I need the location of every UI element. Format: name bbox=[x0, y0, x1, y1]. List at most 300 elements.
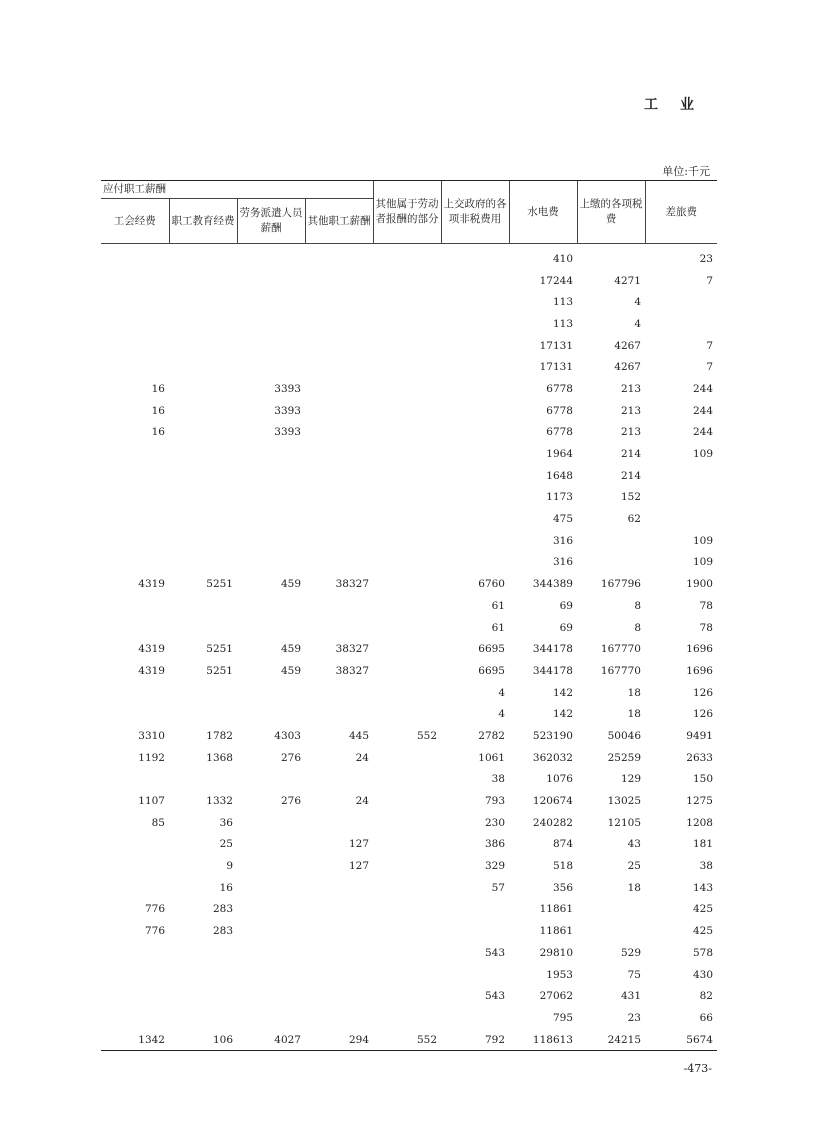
table-cell bbox=[237, 443, 305, 465]
table-cell: 795 bbox=[552, 1011, 573, 1024]
table-cell bbox=[169, 400, 237, 422]
table-cell: 16 bbox=[219, 881, 233, 894]
table-cell: 344178 bbox=[532, 664, 573, 677]
table-row bbox=[101, 790, 717, 812]
table-cell: 4319 bbox=[138, 664, 165, 677]
table-cell bbox=[237, 244, 305, 270]
table-cell: 1696 bbox=[686, 664, 713, 677]
table-cell: 69 bbox=[559, 599, 573, 612]
table-cell bbox=[101, 942, 169, 964]
table-cell: 16 bbox=[151, 382, 165, 395]
table-cell bbox=[305, 443, 373, 465]
table-cell: 75 bbox=[627, 968, 641, 981]
col-header-2: 职工教育经费 bbox=[169, 199, 237, 244]
table-cell: 109 bbox=[692, 534, 713, 547]
table-cell bbox=[169, 422, 237, 444]
group-header-payroll: 应付职工薪酬 bbox=[101, 181, 373, 199]
table-row bbox=[101, 899, 717, 921]
table-cell bbox=[237, 465, 305, 487]
table-cell: 2782 bbox=[478, 729, 505, 742]
table-cell: 1953 bbox=[546, 968, 573, 981]
table-cell: 3393 bbox=[274, 382, 301, 395]
table-cell bbox=[237, 335, 305, 357]
table-cell bbox=[237, 703, 305, 725]
table-row bbox=[101, 422, 717, 444]
table-cell: 167796 bbox=[600, 578, 641, 591]
table-row bbox=[101, 855, 717, 877]
table-cell bbox=[101, 508, 169, 530]
table-cell bbox=[101, 465, 169, 487]
table-cell: 244 bbox=[692, 404, 713, 417]
table-cell: 109 bbox=[692, 556, 713, 569]
table-cell bbox=[305, 530, 373, 552]
table-cell: 11861 bbox=[539, 903, 573, 916]
table-cell: 143 bbox=[692, 881, 713, 894]
table-cell: 17244 bbox=[539, 274, 573, 287]
table-cell bbox=[373, 617, 441, 639]
table-cell: 283 bbox=[212, 903, 233, 916]
table-cell: 13025 bbox=[607, 795, 641, 808]
table-cell: 543 bbox=[484, 946, 505, 959]
table-row bbox=[101, 964, 717, 986]
table-cell: 18 bbox=[627, 708, 641, 721]
table-cell: 1061 bbox=[478, 751, 505, 764]
table-cell bbox=[305, 703, 373, 725]
table-cell bbox=[373, 443, 441, 465]
table-cell bbox=[305, 769, 373, 791]
table-cell bbox=[169, 703, 237, 725]
table-cell: 126 bbox=[692, 686, 713, 699]
table-cell bbox=[305, 335, 373, 357]
table-cell bbox=[373, 508, 441, 530]
table-cell bbox=[305, 877, 373, 899]
table-row bbox=[101, 313, 717, 335]
table-row bbox=[101, 834, 717, 856]
table-cell bbox=[237, 964, 305, 986]
table-cell: 38327 bbox=[335, 664, 369, 677]
table-cell: 25 bbox=[219, 838, 233, 851]
table-cell: 6760 bbox=[478, 578, 505, 591]
table-cell: 552 bbox=[416, 729, 437, 742]
table-cell bbox=[441, 422, 509, 444]
table-cell bbox=[305, 1007, 373, 1029]
table-cell: 9491 bbox=[686, 729, 713, 742]
table-cell: 4267 bbox=[614, 339, 641, 352]
table-cell bbox=[373, 335, 441, 357]
table-cell: 475 bbox=[552, 513, 573, 526]
table-cell bbox=[441, 313, 509, 335]
table-cell bbox=[305, 422, 373, 444]
table-row bbox=[101, 400, 717, 422]
table-cell: 78 bbox=[699, 621, 713, 634]
table-cell bbox=[237, 899, 305, 921]
table-row bbox=[101, 573, 717, 595]
table-cell: 4271 bbox=[614, 274, 641, 287]
table-cell bbox=[577, 552, 645, 574]
col-header-3: 劳务派遣人员薪酬 bbox=[237, 199, 305, 244]
table-row bbox=[101, 291, 717, 313]
table-cell bbox=[441, 335, 509, 357]
data-table-container bbox=[101, 180, 717, 1051]
table-cell: 1107 bbox=[138, 795, 165, 808]
table-cell: 6778 bbox=[546, 426, 573, 439]
col-header-5: 其他属于劳动者报酬的部分 bbox=[373, 181, 441, 244]
table-cell bbox=[101, 270, 169, 292]
table-cell: 24 bbox=[355, 751, 369, 764]
table-cell: 78 bbox=[699, 599, 713, 612]
table-cell: 240282 bbox=[532, 816, 573, 829]
table-cell bbox=[373, 747, 441, 769]
table-cell bbox=[305, 595, 373, 617]
table-cell bbox=[305, 378, 373, 400]
table-cell bbox=[101, 855, 169, 877]
table-cell bbox=[373, 595, 441, 617]
table-cell: 106 bbox=[169, 1029, 237, 1051]
table-cell: 316 bbox=[552, 534, 573, 547]
table-cell: 518 bbox=[552, 860, 573, 873]
table-cell bbox=[169, 595, 237, 617]
table-cell: 18 bbox=[627, 686, 641, 699]
table-cell bbox=[101, 682, 169, 704]
table-cell: 425 bbox=[692, 903, 713, 916]
table-row bbox=[101, 595, 717, 617]
table-body bbox=[101, 244, 717, 1051]
table-cell bbox=[645, 465, 717, 487]
table-cell bbox=[305, 920, 373, 942]
table-cell bbox=[169, 552, 237, 574]
table-cell bbox=[441, 964, 509, 986]
table-cell: 3310 bbox=[138, 729, 165, 742]
table-cell: 109 bbox=[692, 448, 713, 461]
table-cell bbox=[305, 812, 373, 834]
table-cell: 776 bbox=[144, 903, 165, 916]
table-row bbox=[101, 942, 717, 964]
table-cell bbox=[101, 244, 169, 270]
table-cell: 552 bbox=[373, 1029, 441, 1051]
table-cell bbox=[305, 682, 373, 704]
table-row bbox=[101, 244, 717, 270]
table-cell: 213 bbox=[620, 426, 641, 439]
table-row bbox=[101, 703, 717, 725]
table-cell bbox=[373, 660, 441, 682]
table-cell bbox=[305, 617, 373, 639]
table-cell: 23 bbox=[627, 1011, 641, 1024]
table-cell: 12105 bbox=[607, 816, 641, 829]
table-cell: 344178 bbox=[532, 643, 573, 656]
table-cell: 25259 bbox=[607, 751, 641, 764]
table-cell: 38 bbox=[491, 773, 505, 786]
table-cell bbox=[373, 790, 441, 812]
table-cell bbox=[101, 834, 169, 856]
table-cell bbox=[305, 356, 373, 378]
table-cell bbox=[373, 985, 441, 1007]
table-cell bbox=[441, 443, 509, 465]
table-cell bbox=[101, 985, 169, 1007]
table-cell: 61 bbox=[491, 621, 505, 634]
table-cell: 85 bbox=[151, 816, 165, 829]
table-cell bbox=[305, 899, 373, 921]
table-cell: 113 bbox=[552, 317, 573, 330]
table-cell: 9 bbox=[226, 860, 233, 873]
table-cell: 294 bbox=[305, 1029, 373, 1051]
table-cell bbox=[441, 291, 509, 313]
table-cell bbox=[373, 422, 441, 444]
table-cell: 1275 bbox=[686, 795, 713, 808]
table-cell bbox=[169, 530, 237, 552]
table-row bbox=[101, 335, 717, 357]
table-cell: 344389 bbox=[532, 578, 573, 591]
table-cell bbox=[237, 985, 305, 1007]
table-cell: 410 bbox=[552, 252, 573, 265]
table-cell: 152 bbox=[620, 491, 641, 504]
table-cell bbox=[237, 595, 305, 617]
table-cell: 793 bbox=[484, 795, 505, 808]
table-cell bbox=[237, 769, 305, 791]
table-cell bbox=[305, 985, 373, 1007]
table-cell bbox=[169, 682, 237, 704]
table-cell: 329 bbox=[484, 860, 505, 873]
table-cell bbox=[305, 508, 373, 530]
table-cell: 425 bbox=[692, 925, 713, 938]
table-cell bbox=[101, 356, 169, 378]
table-cell: 386 bbox=[484, 838, 505, 851]
table-cell bbox=[101, 443, 169, 465]
table-cell bbox=[101, 291, 169, 313]
table-cell: 523190 bbox=[532, 729, 573, 742]
table-cell: 6695 bbox=[478, 664, 505, 677]
table-cell: 244 bbox=[692, 426, 713, 439]
table-cell bbox=[101, 313, 169, 335]
table-row bbox=[101, 877, 717, 899]
table-cell: 1342 bbox=[101, 1029, 169, 1051]
table-cell bbox=[645, 313, 717, 335]
table-cell: 7 bbox=[706, 361, 713, 374]
table-cell bbox=[237, 617, 305, 639]
table-row bbox=[101, 1029, 717, 1051]
table-cell: 23 bbox=[699, 252, 713, 265]
table-cell bbox=[645, 487, 717, 509]
table-cell: 82 bbox=[699, 990, 713, 1003]
table-cell bbox=[373, 638, 441, 660]
table-cell bbox=[441, 920, 509, 942]
table-cell bbox=[645, 508, 717, 530]
table-cell: 1192 bbox=[138, 751, 165, 764]
table-cell: 181 bbox=[692, 838, 713, 851]
table-cell bbox=[237, 920, 305, 942]
table-cell: 283 bbox=[212, 925, 233, 938]
table-cell: 120674 bbox=[532, 795, 573, 808]
table-cell bbox=[645, 291, 717, 313]
table-cell bbox=[373, 855, 441, 877]
table-cell bbox=[373, 552, 441, 574]
table-cell bbox=[577, 920, 645, 942]
table-cell bbox=[237, 812, 305, 834]
table-cell bbox=[169, 508, 237, 530]
table-cell: 2633 bbox=[686, 751, 713, 764]
table-cell: 36 bbox=[219, 816, 233, 829]
table-cell bbox=[237, 877, 305, 899]
table-cell: 529 bbox=[620, 946, 641, 959]
table-cell bbox=[237, 313, 305, 335]
table-cell: 1076 bbox=[546, 773, 573, 786]
table-cell bbox=[305, 487, 373, 509]
table-cell: 17131 bbox=[539, 339, 573, 352]
table-cell: 4 bbox=[498, 686, 505, 699]
table-row bbox=[101, 920, 717, 942]
table-cell: 6778 bbox=[546, 404, 573, 417]
unit-label: 单位:千元 bbox=[662, 165, 710, 178]
col-header-7: 水电费 bbox=[509, 181, 577, 244]
table-row bbox=[101, 530, 717, 552]
table-cell bbox=[305, 465, 373, 487]
table-row bbox=[101, 617, 717, 639]
table-cell: 1173 bbox=[546, 491, 573, 504]
table-cell bbox=[169, 617, 237, 639]
table-cell bbox=[441, 400, 509, 422]
table-cell: 578 bbox=[692, 946, 713, 959]
table-cell bbox=[305, 313, 373, 335]
table-cell: 459 bbox=[280, 664, 301, 677]
table-cell bbox=[169, 244, 237, 270]
table-cell bbox=[237, 855, 305, 877]
table-cell: 431 bbox=[620, 990, 641, 1003]
table-cell bbox=[373, 270, 441, 292]
col-header-9: 差旅费 bbox=[645, 181, 717, 244]
table-cell bbox=[373, 942, 441, 964]
table-cell bbox=[169, 291, 237, 313]
table-cell bbox=[101, 703, 169, 725]
table-cell bbox=[305, 291, 373, 313]
table-row bbox=[101, 660, 717, 682]
table-cell bbox=[373, 573, 441, 595]
table-cell: 11861 bbox=[539, 925, 573, 938]
table-cell: 118613 bbox=[509, 1029, 577, 1051]
table-cell bbox=[441, 378, 509, 400]
table-row bbox=[101, 638, 717, 660]
table-cell bbox=[373, 356, 441, 378]
table-cell: 7 bbox=[706, 274, 713, 287]
page-number: -473- bbox=[683, 1062, 712, 1075]
table-cell: 4303 bbox=[274, 729, 301, 742]
table-cell: 113 bbox=[552, 296, 573, 309]
table-cell: 167770 bbox=[600, 643, 641, 656]
table-cell bbox=[237, 834, 305, 856]
table-row bbox=[101, 1007, 717, 1029]
table-cell bbox=[237, 356, 305, 378]
table-cell bbox=[441, 1007, 509, 1029]
table-cell: 3393 bbox=[274, 426, 301, 439]
table-cell bbox=[169, 465, 237, 487]
table-cell: 24 bbox=[355, 795, 369, 808]
table-cell: 66 bbox=[699, 1011, 713, 1024]
table-cell: 62 bbox=[627, 513, 641, 526]
table-cell: 4 bbox=[634, 317, 641, 330]
table-cell bbox=[373, 378, 441, 400]
table-cell bbox=[169, 443, 237, 465]
table-cell bbox=[101, 335, 169, 357]
col-header-1: 工会经费 bbox=[101, 199, 169, 244]
table-cell bbox=[441, 270, 509, 292]
table-cell: 150 bbox=[692, 773, 713, 786]
table-cell: 244 bbox=[692, 382, 713, 395]
table-cell: 142 bbox=[552, 686, 573, 699]
table-cell: 4319 bbox=[138, 643, 165, 656]
table-cell: 29810 bbox=[539, 946, 573, 959]
table-cell: 6778 bbox=[546, 382, 573, 395]
table-cell: 127 bbox=[348, 838, 369, 851]
table-cell: 213 bbox=[620, 404, 641, 417]
table-cell: 4 bbox=[634, 296, 641, 309]
table-cell: 1900 bbox=[686, 578, 713, 591]
table-cell bbox=[101, 595, 169, 617]
table-cell bbox=[169, 942, 237, 964]
table-cell bbox=[305, 942, 373, 964]
table-cell: 1648 bbox=[546, 469, 573, 482]
table-cell: 4027 bbox=[237, 1029, 305, 1051]
table-cell bbox=[169, 270, 237, 292]
table-cell: 7 bbox=[706, 339, 713, 352]
table-row bbox=[101, 747, 717, 769]
table-cell: 16 bbox=[151, 404, 165, 417]
table-cell: 1782 bbox=[206, 729, 233, 742]
table-row bbox=[101, 725, 717, 747]
table-cell bbox=[237, 270, 305, 292]
table-cell: 38 bbox=[699, 860, 713, 873]
col-header-4: 其他职工薪酬 bbox=[305, 199, 373, 244]
table-cell: 57 bbox=[491, 881, 505, 894]
table-cell bbox=[373, 487, 441, 509]
table-cell: 543 bbox=[484, 990, 505, 1003]
table-cell: 1208 bbox=[686, 816, 713, 829]
table-cell: 38327 bbox=[335, 578, 369, 591]
table-cell bbox=[101, 769, 169, 791]
table-cell: 50046 bbox=[607, 729, 641, 742]
table-cell: 776 bbox=[144, 925, 165, 938]
table-cell bbox=[169, 313, 237, 335]
table-cell bbox=[169, 356, 237, 378]
table-cell bbox=[441, 530, 509, 552]
table-cell bbox=[305, 244, 373, 270]
table-cell bbox=[237, 552, 305, 574]
table-cell bbox=[373, 313, 441, 335]
table-cell: 5674 bbox=[645, 1029, 717, 1051]
table-cell bbox=[373, 530, 441, 552]
table-cell bbox=[373, 812, 441, 834]
table-cell: 5251 bbox=[206, 643, 233, 656]
table-cell bbox=[441, 487, 509, 509]
table-cell: 1368 bbox=[206, 751, 233, 764]
table-cell: 445 bbox=[348, 729, 369, 742]
table-cell bbox=[373, 964, 441, 986]
table-cell bbox=[373, 291, 441, 313]
table-row bbox=[101, 769, 717, 791]
table-row bbox=[101, 508, 717, 530]
table-cell bbox=[101, 617, 169, 639]
table-cell: 874 bbox=[552, 838, 573, 851]
table-cell: 276 bbox=[280, 751, 301, 764]
table-cell bbox=[373, 877, 441, 899]
table-cell bbox=[577, 244, 645, 270]
table-cell bbox=[373, 400, 441, 422]
table-cell bbox=[237, 682, 305, 704]
table-row bbox=[101, 487, 717, 509]
table-cell: 25 bbox=[627, 860, 641, 873]
table-cell bbox=[101, 964, 169, 986]
table-cell bbox=[101, 1007, 169, 1029]
table-cell: 316 bbox=[552, 556, 573, 569]
table-cell bbox=[441, 899, 509, 921]
table-cell bbox=[101, 552, 169, 574]
